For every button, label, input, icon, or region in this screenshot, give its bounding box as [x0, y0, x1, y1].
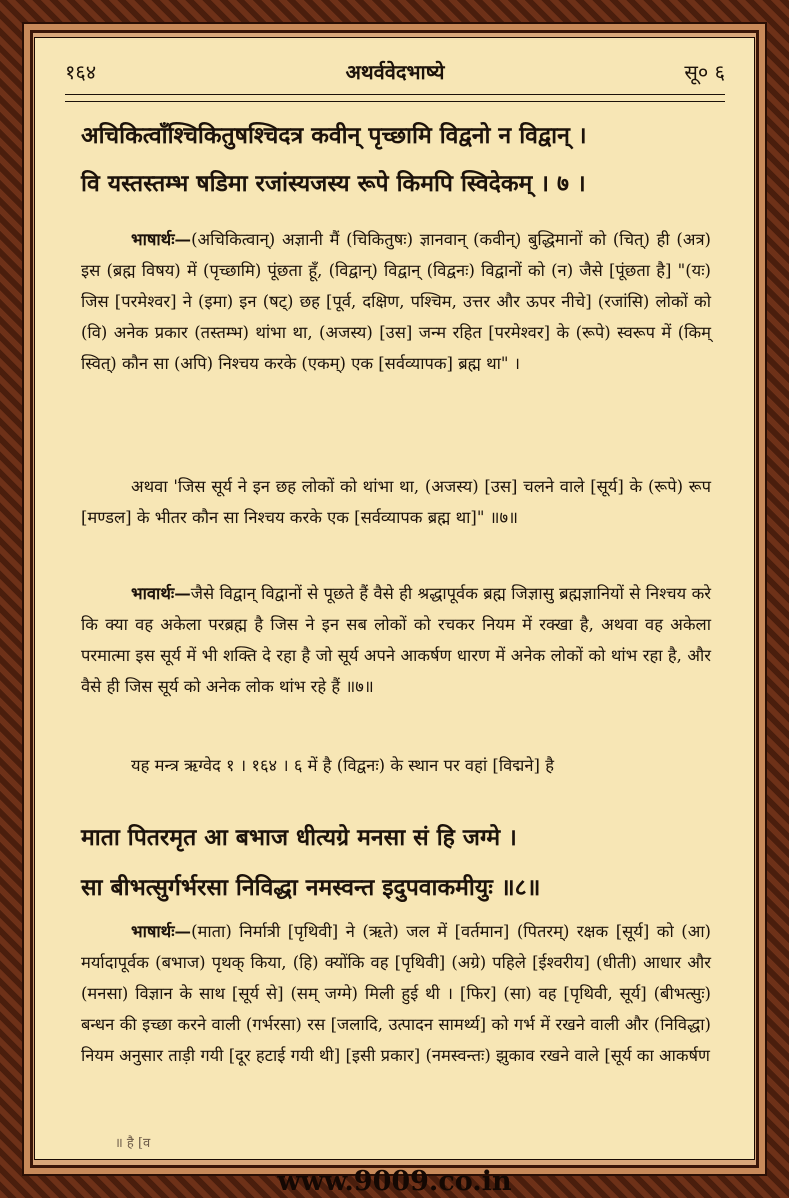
page-title: अथर्ववेदभाष्ये: [345, 60, 445, 84]
mantra-7-line-1: अचिकित्वाँश्चिकितुषश्चिदत्र कवीन् पृच्छामि विद्वनो न विद्वान् ।: [81, 122, 587, 149]
bhavarth-7: [81, 578, 711, 702]
bhavarth-7-text: जैसे विद्वान् विद्वानों से पूछते हैं वैसे ही श्रद्धापूर्वक ब्रह्म जिज्ञासु ब्रह्मज्ञानियों से निश्चय करे कि क्या वह अकेला परब्रह्म है जिस ने इन सब लोकों को रचकर नियम में रक्खा है, अथवा वह अकेला परमात्मा इस सूर्य में भी शक्ति दे रहा है जो सूर्य अपने आकर्षण धारण में अनेक लोकों को थांभ रहा है, और वैसे ही जिस सूर्य को अनेक लोक थांभ रहे हैं ॥७॥: [81, 584, 711, 696]
bhasharth-7-text: (अचिकित्वान्) अज्ञानी मैं (चिकितुषः) ज्ञानवान् (कवीन्) बुद्धिमानों को (चित्) ही (अत्र) इस (ब्रह्म विषय) में (पृच्छामि) पूंछता हूँ, (विद्वान्) विद्वान् (विद्वनः) विद्वानों को (न) जैसे [पूंछता है] "(यः) जिस [परमेश्वर] ने (इमा) इन (षट्) छह [पूर्व, दक्षिण, पश्चिम, उत्तर और ऊपर नीचे] (रजांसि) लोकों को (वि) अनेक प्रकार (तस्तम्भ) थांभा था, (अजस्य) [उस] जन्म रहित [परमेश्वर] के (रूपे) स्वरूप में (किम् स्वित्) कौन सा (अपि) निश्चय करके (एकम्) एक [सर्वव्यापक] ब्रह्म था" ।: [81, 230, 711, 373]
bhasharth-7-label: भाषार्थः—: [131, 230, 192, 249]
page-number: १६४: [65, 60, 97, 84]
site-watermark: www.9009.co.in: [277, 1166, 512, 1197]
page-header: [65, 58, 725, 86]
bhasharth-8-label: भाषार्थः—: [131, 922, 192, 941]
mantra-8-line-2: सा बीभत्सुर्गर्भरसा निविद्धा नमस्वन्त इदुपवाकमीयुः ॥८॥: [81, 874, 541, 901]
header-rule: [65, 94, 725, 102]
continuation-fragment: ॥ है [व: [115, 1136, 151, 1151]
bhasharth-7: [81, 224, 711, 379]
mantra-7-line-2: वि यस्तस्तम्भ षडिमा रजांस्यजस्य रूपे किमपि स्विदेकम् । ७ ।: [81, 170, 586, 197]
bhasharth-8-text: (माता) निर्मात्री [पृथिवी] ने (ऋते) जल में [वर्तमान] (पितरम्) रक्षक [सूर्य] को (आ) मर्यादापूर्वक (बभाज) पृथक् किया, (हि) क्योंकि वह [पृथिवी] (अग्रे) पहिले [ईश्वरीय] (धीती) आधार और (मनसा) विज्ञान के साथ [सूर्य से] (सम् जग्मे) मिली हुई थी । [फिर] (सा) वह [पृथिवी, सूर्य] (बीभत्सुः) बन्धन की इच्छा करने वाली (गर्भरसा) रस [जलादि, उत्पादन सामर्थ्य] को गर्भ में रखने वाली और (निविद्धा) नियम अनुसार ताड़ी गयी [दूर हटाई गयी थी] [इसी प्रकार] (नमस्वन्तः) झुकाव रखने वाले [सूर्य का आकर्षण: [81, 922, 711, 1065]
mantra-8-line-1: माता पितरमृत आ बभाज धीत्यग्रे मनसा सं हि जग्मे ।: [81, 824, 517, 851]
bhasharth-8: [81, 916, 711, 1071]
note-7: यह मन्त्र ऋग्वेद १ । १६४ । ६ में है (विद्वनः) के स्थान पर वहां [विद्मने] है: [131, 756, 554, 775]
sukta-number: सू० ६: [684, 60, 725, 84]
bhavarth-7-label: भावार्थः—: [131, 584, 191, 603]
scanned-page: [34, 37, 755, 1160]
athva-7: अथवा 'जिस सूर्य ने इन छह लोकों को थांभा था, (अजस्य) [उस] चलने वाले [सूर्य] के (रूपे) रूप [मण्डल] के भीतर कौन सा निश्चय करके एक [सर्वव्यापक ब्रह्म था]" ॥७॥: [81, 477, 711, 527]
